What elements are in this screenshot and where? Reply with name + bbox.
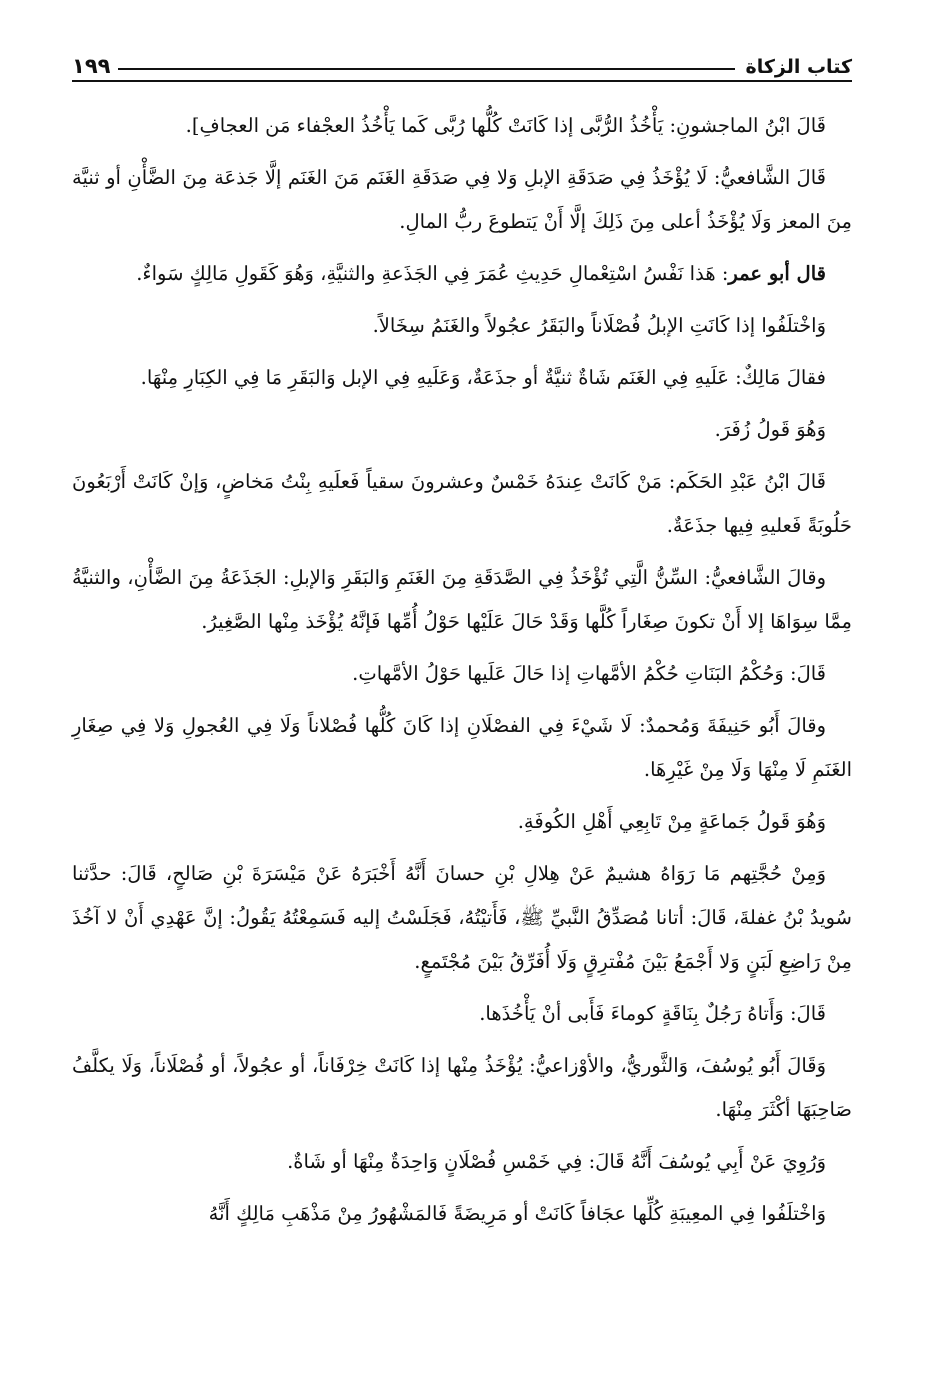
paragraph [72, 104, 852, 148]
paragraph-text: وقالَ أَبُو حَنِيفَةَ وَمُحمدٌ: لَا شَيْءَ فِي الفصْلَانِ إذا كَانَ كُلُّها فُصْلاناً وَلَا فِي العُجولِ وَلا فِي صِغَارِ الغَنَمِ لَا مِنْهَا وَلَا مِنْ غَيْرِهَا. [72, 714, 852, 781]
paragraph [72, 252, 852, 296]
paragraph [72, 556, 852, 644]
paragraph-text: فقالَ مَالِكٌ: عَلَيهِ فِي الغَنَم شَاةٌ ثنيَّةٌ أو جذَعَةٌ، وَعَلَيهِ فِي الإبل وَالبَقَرِ مَا فِي الكِبَارِ مِنْهَا. [140, 366, 826, 389]
paragraph [72, 304, 852, 348]
paragraph [72, 852, 852, 984]
paragraph-text: قَالَ ابْنُ عَبْدِ الحَكَم: مَنْ كَانَتْ عِندَهُ خَمْسٌ وعشرونَ سقياً فَعلَيهِ بِنْتُ مَخاضٍ، وَإنْ كَانَتْ أَرْبَعُونَ حَلُوبَةً فَعليهِ فِيها جذَعَةٌ. [72, 470, 852, 537]
paragraph [72, 356, 852, 400]
paragraph-text: وَهُوَ قَولُ جَماعَةٍ مِنْ تَابِعِي أَهْلِ الكُوفَةِ. [517, 810, 826, 833]
page-number: ١٩٩ [72, 54, 111, 78]
paragraph-text: : هَذا نَفْسُ اسْتِعْمالِ حَدِيثِ عُمَرَ فِي الجَذَعةِ والثنيَّةِ، وَهُوَ كَقَولِ مَالِكٍ سَواءٌ. [136, 262, 729, 285]
paragraph [72, 1192, 852, 1236]
body-text [72, 104, 852, 1244]
header-line [118, 68, 735, 70]
running-title: كتاب الزكاة [745, 56, 852, 78]
paragraph-text: قَالَ: وَحُكْمُ البَنَاتِ حُكْمُ الأمَّهاتِ إذا حَالَ عَلَيها حَوْلُ الأمَّهاتِ. [352, 662, 826, 685]
paragraph [72, 460, 852, 548]
page-header [72, 34, 852, 78]
paragraph-text: وَقَالَ أَبُو يُوسُفَ، وَالثَّوريُّ، والأوْزاعيُّ: يُؤْخَذُ مِنْها إذا كَانَتْ خِرْفَاناً، أو عجُولاً، أو فُصْلَاناً، وَلَا يكلَّفُ صَاحِبَهَا أكْثَرَ مِنْهَا. [72, 1054, 852, 1121]
paragraph [72, 1140, 852, 1184]
paragraph [72, 156, 852, 244]
paragraph [72, 800, 852, 844]
paragraph-text: وَرُوِيَ عَنْ أَبِي يُوسُفَ أَنَّهُ قَالَ: فِي خَمْسِ فُصْلَانٍ وَاحِدَةٌ مِنْهَا أو شَاةٌ. [287, 1150, 826, 1173]
paragraph-text: وَاخْتلَفُوا إذا كَانَتِ الإبلُ فُصْلَاناً والبَقَرُ عجُولاً والغَنَمُ سِخَالاً. [372, 314, 826, 337]
paragraph [72, 704, 852, 792]
paragraph-text: وَمِنْ حُجَّتِهم مَا رَوَاهُ هشيمٌ عَنْ هِلالِ بْنِ حسانَ أَنَّهُ أَخْبَرَهُ عَنْ مَيْسَرَةَ بْنِ صَالحٍ، قَالَ: حدَّثنا سُويدُ بْنُ غفلةَ، قَالَ: أتانا مُصَدِّقُ النَّبيِّ ﷺ، فَأَتيْتُهُ، فَجَلَسْتُ إليه فَسَمِعْتُهُ يَقُولُ: إنَّ عَهْدِي أَنْ لا آخُذَ مِنْ رَاضِعِ لَبَنٍ وَلا أَجْمَعُ بَيْنَ مُفْترِقٍ وَلَا أُفَرِّقُ بَيْنَ مُجْتَمعٍ. [72, 862, 852, 973]
paragraph [72, 992, 852, 1036]
paragraph-text: قَالَ ابْنُ الماجشونِ: يَأْخُذُ الرُّبَّى إذا كَانَتْ كُلُّها رُبَّى كَما يَأْخُذُ العجْفاء مَن العجافِ]. [185, 114, 826, 137]
paragraph [72, 652, 852, 696]
paragraph [72, 1044, 852, 1132]
paragraph-text: قَالَ الشَّافعيُّ: لَا يُؤْخَذُ فِي صَدَقَةِ الإبلِ وَلا فِي صَدَقَةِ الغَنَم مَنَ الغَنَم إلَّا جَذعَة مِنَ الضَّأْنِ أو ثنيَّة مِنَ المعز وَلَا يُؤْخَذُ أعلى مِنَ ذَلِكَ إلَّا أَنْ يَتطوعَ ربُّ المالِ. [72, 166, 852, 233]
paragraph-text: وقالَ الشَّافعيُّ: السِّنُّ الَّتِي تُؤْخَذُ فِي الصَّدَقَةِ مِنَ الغَنَمِ وَالبَقَرِ وَالإبلِ: الجَذَعَةُ مِنَ الضَّأْنِ، والثنيَّةُ مِمَّا سِوَاهَا إلا أَنْ تكونَ صِغَاراً كُلَّها وَقَدْ حَالَ عَلَيْها حَوْلُ أُمِّها فَإنَّهُ يُؤْخَذ مِنْها الصَّغِيرُ. [72, 566, 852, 633]
header-divider [72, 80, 852, 82]
paragraph-lead: قال أبو عمر [728, 262, 826, 285]
paragraph-text: وَاخْتلَفُوا فِي المعِيبَةِ كُلِّها عجَافاً كَانَتْ أو مَرِيضَةً فَالمَشْهُورُ مِنْ مَذْهَبِ مَالِكٍ أَنَّهُ [208, 1202, 826, 1225]
paragraph-text: وَهُوَ قَولُ زُفَرَ. [714, 418, 826, 441]
paragraph [72, 408, 852, 452]
paragraph-text: قَالَ: وَأَتاهُ رَجُلٌ بِنَاقَةٍ كوماءَ فَأَبى أنْ يَأْخُذَها. [479, 1002, 826, 1025]
